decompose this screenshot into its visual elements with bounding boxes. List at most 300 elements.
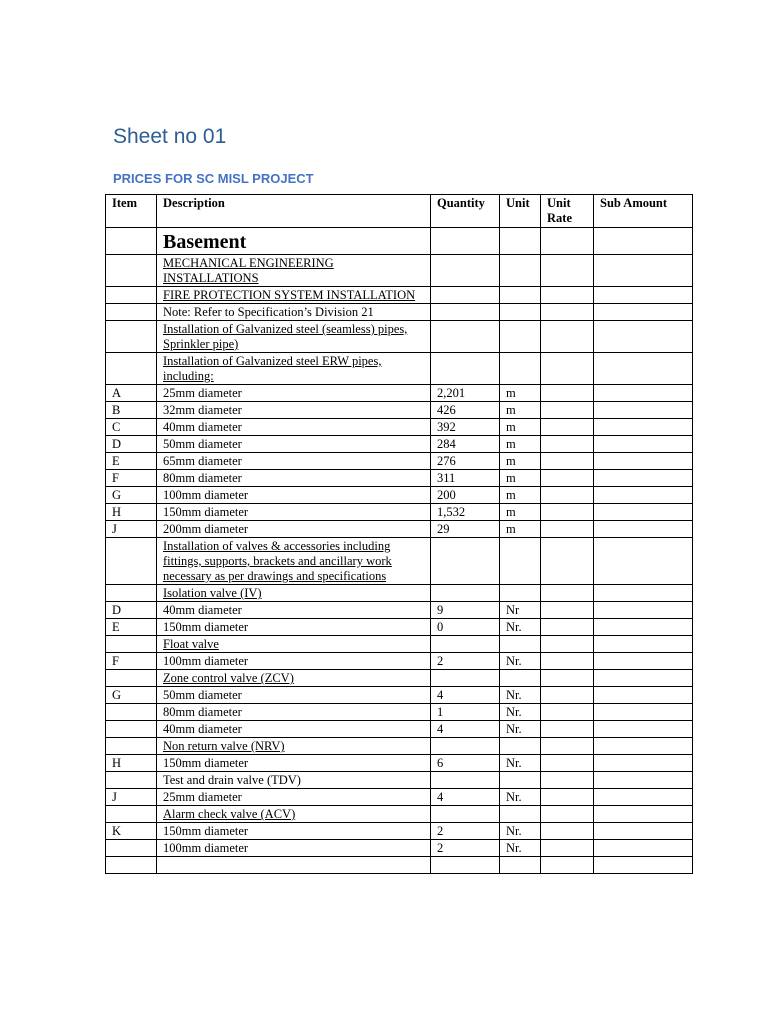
header-sub-amount: Sub Amount — [594, 195, 693, 228]
description-cell — [157, 585, 431, 602]
sub-amount-cell — [594, 304, 693, 321]
quantity-text: 2 — [437, 654, 444, 668]
quantity-text: 29 — [437, 522, 450, 536]
unit-rate-cell — [541, 419, 594, 436]
sub-amount-cell — [594, 287, 693, 304]
item-cell — [106, 721, 157, 738]
unit-rate-cell — [541, 385, 594, 402]
item-cell — [106, 255, 157, 287]
table-row — [106, 470, 693, 487]
description-text: 40mm diameter — [163, 420, 242, 434]
sub-amount-cell — [594, 538, 693, 585]
description-cell — [157, 806, 431, 823]
item-cell — [106, 789, 157, 806]
sub-amount-cell — [594, 789, 693, 806]
unit-cell — [500, 738, 541, 755]
sub-amount-cell — [594, 228, 693, 255]
description-text: 150mm diameter — [163, 505, 249, 519]
description-text: 50mm diameter — [163, 688, 242, 702]
item-cell — [106, 402, 157, 419]
description-text: 25mm diameter — [163, 790, 242, 804]
quantity-text: 392 — [437, 420, 456, 434]
unit-cell — [500, 806, 541, 823]
item-cell — [106, 538, 157, 585]
description-text: Basement — [163, 231, 247, 253]
table-row — [106, 704, 693, 721]
quantity-cell — [431, 436, 500, 453]
unit-rate-cell — [541, 602, 594, 619]
quantity-text: 9 — [437, 603, 444, 617]
description-cell — [157, 755, 431, 772]
unit-rate-cell — [541, 806, 594, 823]
unit-cell — [500, 670, 541, 687]
quantity-text: 4 — [437, 722, 444, 736]
unit-cell — [500, 304, 541, 321]
description-cell — [157, 840, 431, 857]
item-text: D — [112, 603, 122, 617]
description-text: 65mm diameter — [163, 454, 242, 468]
sub-amount-cell — [594, 470, 693, 487]
unit-rate-cell — [541, 840, 594, 857]
unit-text: m — [506, 420, 516, 434]
unit-rate-cell — [541, 619, 594, 636]
unit-text: Nr. — [506, 705, 522, 719]
unit-text: m — [506, 522, 516, 536]
unit-rate-cell — [541, 857, 594, 874]
table-row — [106, 287, 693, 304]
description-text: Isolation valve (IV) — [163, 586, 262, 600]
description-cell — [157, 823, 431, 840]
item-cell — [106, 619, 157, 636]
item-cell — [106, 304, 157, 321]
item-cell — [106, 470, 157, 487]
quantity-text: 2 — [437, 841, 444, 855]
description-cell — [157, 385, 431, 402]
unit-cell — [500, 687, 541, 704]
sub-amount-cell — [594, 806, 693, 823]
table-row — [106, 228, 693, 255]
unit-cell — [500, 857, 541, 874]
unit-cell — [500, 653, 541, 670]
unit-cell — [500, 704, 541, 721]
quantity-cell — [431, 653, 500, 670]
description-cell — [157, 304, 431, 321]
description-text: Non return valve (NRV) — [163, 739, 285, 753]
item-text: F — [112, 471, 119, 485]
sub-amount-cell — [594, 255, 693, 287]
quantity-text: 4 — [437, 688, 444, 702]
item-cell — [106, 453, 157, 470]
description-cell — [157, 721, 431, 738]
sub-amount-cell — [594, 602, 693, 619]
unit-rate-cell — [541, 453, 594, 470]
description-cell — [157, 402, 431, 419]
description-text: FIRE PROTECTION SYSTEM INSTALLATION — [163, 288, 416, 302]
quantity-cell — [431, 538, 500, 585]
table-row — [106, 504, 693, 521]
description-text: 200mm diameter — [163, 522, 249, 536]
description-text: Test and drain valve (TDV) — [163, 773, 301, 787]
unit-text: Nr — [506, 603, 520, 617]
quantity-cell — [431, 470, 500, 487]
description-text: 80mm diameter — [163, 471, 242, 485]
unit-rate-cell — [541, 538, 594, 585]
unit-text: m — [506, 471, 516, 485]
table-row — [106, 453, 693, 470]
quantity-cell — [431, 789, 500, 806]
quantity-cell — [431, 687, 500, 704]
quantity-text: 2,201 — [437, 386, 466, 400]
description-cell — [157, 772, 431, 789]
item-cell — [106, 670, 157, 687]
description-cell — [157, 857, 431, 874]
description-text: Alarm check valve (ACV) — [163, 807, 296, 821]
table-row — [106, 419, 693, 436]
unit-rate-cell — [541, 755, 594, 772]
item-text: H — [112, 756, 122, 770]
table-row — [106, 738, 693, 755]
description-cell — [157, 487, 431, 504]
description-cell — [157, 419, 431, 436]
sub-amount-cell — [594, 453, 693, 470]
table-row — [106, 857, 693, 874]
description-cell — [157, 321, 431, 353]
description-cell — [157, 687, 431, 704]
table-row — [106, 619, 693, 636]
item-cell — [106, 755, 157, 772]
description-cell — [157, 287, 431, 304]
unit-text: Nr. — [506, 756, 522, 770]
table-row — [106, 321, 693, 353]
table-row — [106, 823, 693, 840]
item-text: G — [112, 488, 122, 502]
item-cell — [106, 704, 157, 721]
description-text: MECHANICAL ENGINEERING INSTALLATIONS — [163, 256, 334, 285]
description-cell — [157, 504, 431, 521]
item-text: E — [112, 454, 120, 468]
sub-amount-cell — [594, 419, 693, 436]
sub-amount-cell — [594, 353, 693, 385]
description-text: Installation of valves & accessories including fittings, supports, brackets and ancillary work necessary as per drawings and specifications — [163, 539, 392, 583]
description-text: Float valve — [163, 637, 219, 651]
unit-rate-cell — [541, 704, 594, 721]
unit-cell — [500, 636, 541, 653]
item-text: J — [112, 522, 117, 536]
unit-cell — [500, 255, 541, 287]
table-row — [106, 585, 693, 602]
unit-rate-cell — [541, 436, 594, 453]
item-cell — [106, 385, 157, 402]
unit-cell — [500, 755, 541, 772]
quantity-cell — [431, 721, 500, 738]
quantity-cell — [431, 585, 500, 602]
unit-cell — [500, 487, 541, 504]
unit-rate-cell — [541, 504, 594, 521]
item-text: E — [112, 620, 120, 634]
quantity-text: 276 — [437, 454, 456, 468]
description-text: 150mm diameter — [163, 756, 249, 770]
quantity-cell — [431, 806, 500, 823]
quantity-cell — [431, 636, 500, 653]
unit-cell — [500, 436, 541, 453]
description-text: 50mm diameter — [163, 437, 242, 451]
table-row — [106, 436, 693, 453]
header-unit-rate: Unit Rate — [541, 195, 594, 228]
quantity-text: 1,532 — [437, 505, 466, 519]
unit-rate-cell — [541, 353, 594, 385]
unit-cell — [500, 353, 541, 385]
description-cell — [157, 453, 431, 470]
sub-amount-cell — [594, 504, 693, 521]
quantity-cell — [431, 228, 500, 255]
quantity-cell — [431, 738, 500, 755]
quantity-cell — [431, 287, 500, 304]
description-text: 100mm diameter — [163, 488, 249, 502]
table-row — [106, 653, 693, 670]
unit-rate-cell — [541, 687, 594, 704]
quantity-text: 200 — [437, 488, 456, 502]
unit-text: Nr. — [506, 841, 522, 855]
unit-cell — [500, 321, 541, 353]
table-row — [106, 487, 693, 504]
quantity-cell — [431, 704, 500, 721]
description-text: 25mm diameter — [163, 386, 242, 400]
unit-text: m — [506, 403, 516, 417]
unit-text: m — [506, 488, 516, 502]
sub-amount-cell — [594, 385, 693, 402]
table-row — [106, 521, 693, 538]
price-table — [105, 194, 693, 874]
sheet-title: Sheet no 01 — [113, 125, 227, 148]
description-cell — [157, 670, 431, 687]
description-text: 100mm diameter — [163, 841, 249, 855]
unit-text: Nr. — [506, 688, 522, 702]
header-item: Item — [106, 195, 157, 228]
table-row — [106, 789, 693, 806]
header-quantity: Quantity — [431, 195, 500, 228]
description-text: Installation of Galvanized steel ERW pipes, including: — [163, 354, 382, 383]
quantity-cell — [431, 385, 500, 402]
unit-cell — [500, 453, 541, 470]
description-cell — [157, 738, 431, 755]
table-row — [106, 721, 693, 738]
sub-amount-cell — [594, 521, 693, 538]
unit-cell — [500, 840, 541, 857]
item-cell — [106, 653, 157, 670]
header-unit: Unit — [500, 195, 541, 228]
description-cell — [157, 619, 431, 636]
item-cell — [106, 321, 157, 353]
description-cell — [157, 436, 431, 453]
sub-amount-cell — [594, 738, 693, 755]
unit-cell — [500, 789, 541, 806]
unit-text: m — [506, 437, 516, 451]
quantity-text: 6 — [437, 756, 444, 770]
sub-amount-cell — [594, 721, 693, 738]
unit-rate-cell — [541, 585, 594, 602]
unit-rate-cell — [541, 521, 594, 538]
unit-text: Nr. — [506, 722, 522, 736]
sub-amount-cell — [594, 772, 693, 789]
unit-cell — [500, 287, 541, 304]
description-text: 40mm diameter — [163, 722, 242, 736]
unit-cell — [500, 538, 541, 585]
unit-rate-cell — [541, 721, 594, 738]
item-cell — [106, 636, 157, 653]
quantity-cell — [431, 504, 500, 521]
unit-rate-cell — [541, 228, 594, 255]
quantity-text: 0 — [437, 620, 444, 634]
sub-amount-cell — [594, 619, 693, 636]
table-row — [106, 806, 693, 823]
unit-cell — [500, 521, 541, 538]
item-cell — [106, 687, 157, 704]
unit-text: m — [506, 454, 516, 468]
quantity-cell — [431, 670, 500, 687]
table-body — [106, 228, 693, 874]
table-row — [106, 840, 693, 857]
unit-rate-cell — [541, 670, 594, 687]
unit-rate-cell — [541, 287, 594, 304]
sub-amount-cell — [594, 755, 693, 772]
unit-cell — [500, 419, 541, 436]
item-text: B — [112, 403, 121, 417]
table-header-row — [106, 195, 693, 228]
quantity-cell — [431, 840, 500, 857]
unit-text: Nr. — [506, 620, 522, 634]
description-cell — [157, 789, 431, 806]
quantity-cell — [431, 487, 500, 504]
sub-amount-cell — [594, 402, 693, 419]
unit-rate-cell — [541, 470, 594, 487]
table-row — [106, 402, 693, 419]
description-text: 150mm diameter — [163, 824, 249, 838]
item-text: A — [112, 386, 122, 400]
quantity-cell — [431, 353, 500, 385]
unit-rate-cell — [541, 255, 594, 287]
item-cell — [106, 521, 157, 538]
header-description: Description — [157, 195, 431, 228]
table-row — [106, 636, 693, 653]
sub-amount-cell — [594, 487, 693, 504]
table-row — [106, 687, 693, 704]
item-cell — [106, 840, 157, 857]
item-text: C — [112, 420, 121, 434]
quantity-cell — [431, 321, 500, 353]
item-cell — [106, 857, 157, 874]
sub-amount-cell — [594, 823, 693, 840]
table-row — [106, 255, 693, 287]
quantity-cell — [431, 823, 500, 840]
unit-rate-cell — [541, 321, 594, 353]
unit-cell — [500, 619, 541, 636]
item-cell — [106, 504, 157, 521]
quantity-cell — [431, 619, 500, 636]
unit-cell — [500, 772, 541, 789]
unit-cell — [500, 504, 541, 521]
item-cell — [106, 738, 157, 755]
sub-amount-cell — [594, 636, 693, 653]
unit-rate-cell — [541, 789, 594, 806]
sub-amount-cell — [594, 321, 693, 353]
item-cell — [106, 487, 157, 504]
item-cell — [106, 353, 157, 385]
description-text: Zone control valve (ZCV) — [163, 671, 294, 685]
project-subtitle: PRICES FOR SC MISL PROJECT — [113, 171, 314, 186]
item-cell — [106, 228, 157, 255]
sub-amount-cell — [594, 585, 693, 602]
unit-cell — [500, 823, 541, 840]
sub-amount-cell — [594, 687, 693, 704]
item-cell — [106, 436, 157, 453]
description-cell — [157, 538, 431, 585]
quantity-cell — [431, 402, 500, 419]
unit-cell — [500, 470, 541, 487]
quantity-cell — [431, 772, 500, 789]
description-cell — [157, 470, 431, 487]
sub-amount-cell — [594, 704, 693, 721]
unit-text: Nr. — [506, 654, 522, 668]
table-row — [106, 385, 693, 402]
unit-rate-cell — [541, 636, 594, 653]
item-cell — [106, 772, 157, 789]
unit-text: Nr. — [506, 790, 522, 804]
table-row — [106, 304, 693, 321]
unit-rate-cell — [541, 738, 594, 755]
unit-rate-cell — [541, 304, 594, 321]
item-cell — [106, 823, 157, 840]
description-cell — [157, 521, 431, 538]
item-text: G — [112, 688, 122, 702]
item-cell — [106, 287, 157, 304]
item-text: J — [112, 790, 117, 804]
unit-rate-cell — [541, 487, 594, 504]
unit-text: m — [506, 505, 516, 519]
description-cell — [157, 255, 431, 287]
unit-cell — [500, 585, 541, 602]
quantity-cell — [431, 857, 500, 874]
description-text: 80mm diameter — [163, 705, 242, 719]
unit-text: Nr. — [506, 824, 522, 838]
sub-amount-cell — [594, 840, 693, 857]
quantity-cell — [431, 255, 500, 287]
sub-amount-cell — [594, 653, 693, 670]
description-cell — [157, 704, 431, 721]
quantity-text: 2 — [437, 824, 444, 838]
item-cell — [106, 806, 157, 823]
quantity-text: 284 — [437, 437, 456, 451]
item-text: D — [112, 437, 122, 451]
description-cell — [157, 636, 431, 653]
item-text: K — [112, 824, 122, 838]
quantity-cell — [431, 419, 500, 436]
sub-amount-cell — [594, 670, 693, 687]
table-row — [106, 772, 693, 789]
table-row — [106, 353, 693, 385]
unit-cell — [500, 721, 541, 738]
quantity-cell — [431, 755, 500, 772]
item-text: F — [112, 654, 119, 668]
sub-amount-cell — [594, 436, 693, 453]
table-row — [106, 538, 693, 585]
table-row — [106, 670, 693, 687]
unit-rate-cell — [541, 653, 594, 670]
unit-cell — [500, 602, 541, 619]
item-text: H — [112, 505, 122, 519]
item-cell — [106, 602, 157, 619]
description-cell — [157, 353, 431, 385]
description-text: Note: Refer to Specification’s Division 21 — [163, 305, 374, 319]
